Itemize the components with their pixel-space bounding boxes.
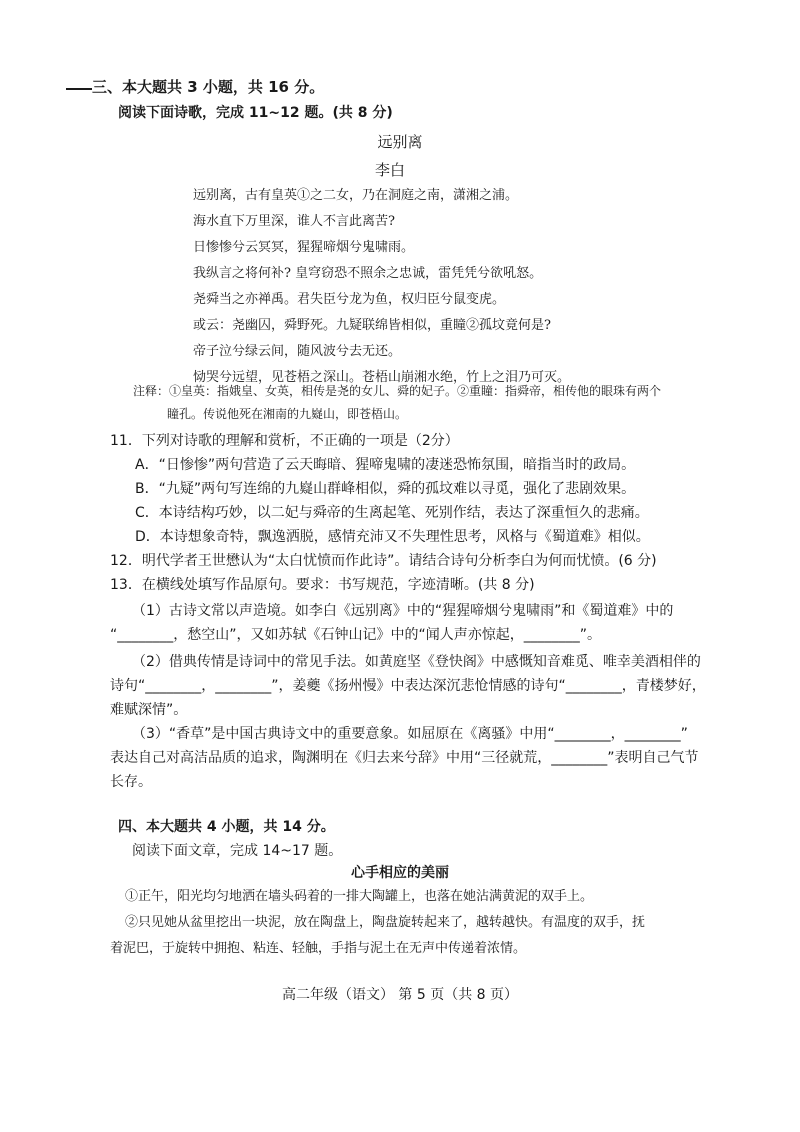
poem-line: 或云：尧幽囚，舜野死。九疑联绵皆相似，重瞳②孤坟竟何是? [193, 318, 551, 333]
q11-option-b: B．“九疑”两句写连绵的九嶷山群峰相似，舜的孤坟难以寻觅，强化了悲剧效果。 [135, 481, 636, 497]
poem-line: 尧舜当之亦禅禹。君失臣兮龙为鱼，权归臣兮鼠变虎。 [193, 292, 506, 307]
q11-option-c: C．本诗结构巧妙，以二妃与舜帝的生离起笔、死别作结，表达了深重恒久的悲痛。 [135, 505, 649, 521]
q11-option-a: A．“日惨惨”两句营造了云天晦暗、猩啼鬼啸的凄迷恐怖氛围，暗指当时的政局。 [135, 457, 636, 473]
poem-line: 日惨惨兮云冥冥，猩猩啼烟兮鬼啸雨。 [193, 240, 415, 255]
poem-note-line1: 注释：①皇英：指娥皇、女英，相传是尧的女儿、舜的妃子。②重瞳：指舜帝，相传他的眼珠有两个 [133, 384, 662, 398]
page-footer: 高二年级（语文） 第 5 页（共 8 页） [281, 987, 519, 1003]
poem-line: 帝子泣兮绿云间，随风波兮去无还。 [193, 344, 402, 359]
section3-heading: 三、本大题共 3 小题，共 16 分。 [92, 78, 325, 96]
q13-part3: （3）“香草”是中国古典诗文中的重要意象。如屈原在《离骚》中用“________，________” [132, 726, 688, 742]
q12-stem: 12．明代学者王世懋认为“太白忧愤而作此诗”。请结合诗句分析李白为何而忧愤。(6 分) [110, 553, 657, 569]
q13-part2: （2）借典传情是诗词中的常见手法。如黄庭坚《登快阁》中感慨知音难觅、唯幸美酒相伴的 [132, 654, 701, 670]
article-paragraph: 着泥巴，于旋转中拥抱、粘连、轻触，手指与泥土在无声中传递着浓情。 [110, 941, 527, 956]
q13-part3: 表达自己对高洁品质的追求，陶渊明在《归去来兮辞》中用“三径就荒，________”表明自己气节 [110, 750, 699, 766]
margin-mark [66, 88, 92, 90]
q13-part3: 长存。 [110, 774, 152, 790]
section4-heading: 四、本大题共 4 小题，共 14 分。 [118, 819, 335, 835]
article-paragraph: ②只见她从盆里挖出一块泥，放在陶盘上，陶盘旋转起来了，越转越快。有温度的双手，抚 [125, 915, 646, 930]
poem-line: 恸哭兮远望，见苍梧之深山。苍梧山崩湘水绝，竹上之泪乃可灭。 [193, 370, 571, 385]
section3-instruction: 阅读下面诗歌，完成 11~12 题。(共 8 分) [118, 105, 393, 121]
article-paragraph: ①正午，阳光均匀地洒在墙头码着的一排大陶罐上，也落在她沾满黄泥的双手上。 [125, 889, 594, 904]
poem-title: 远别离 [377, 133, 423, 151]
poem-note-line2: 瞳孔。传说他死在湘南的九嶷山，即苍梧山。 [167, 407, 408, 421]
section4-instruction: 阅读下面文章，完成 14~17 题。 [132, 843, 343, 859]
q11-option-d: D．本诗想象奇特，飘逸洒脱，感情充沛又不失理性思考，风格与《蜀道难》相似。 [135, 529, 650, 545]
poem-line: 我纵言之将何补? 皇穹窃恐不照余之忠诚，雷凭凭兮欲吼怒。 [193, 266, 543, 281]
poem-line: 远别离，古有皇英①之二女，乃在洞庭之南，潇湘之浦。 [193, 188, 519, 203]
q13-stem: 13．在横线处填写作品原句。要求：书写规范，字迹清晰。(共 8 分) [110, 577, 535, 593]
poem-line: 海水直下万里深，谁人不言此离苦? [193, 214, 395, 229]
q11-stem: 11．下列对诗歌的理解和赏析，不正确的一项是（2分） [110, 433, 459, 449]
q13-part2: 难赋深情”。 [110, 702, 188, 718]
q13-part2: 诗句“________，________”，姜夔《扬州慢》中表达深沉悲怆情感的诗句“________，青楼梦好， [110, 678, 706, 694]
article-title: 心手相应的美丽 [351, 865, 449, 881]
q13-part1: “________，愁空山”，又如苏轼《石钟山记》中的“闻人声亦惊起，________”。 [110, 627, 602, 643]
q13-part1: （1）古诗文常以声造境。如李白《远别离》中的“猩猩啼烟兮鬼啸雨”和《蜀道难》中的 [132, 603, 674, 619]
poem-author: 李白 [374, 161, 405, 179]
